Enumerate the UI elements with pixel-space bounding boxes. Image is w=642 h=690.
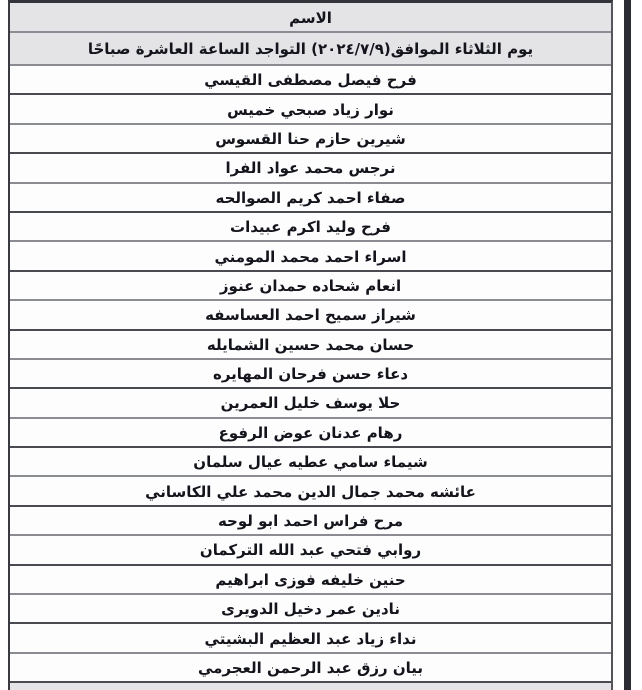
- table-row: [10, 387, 611, 416]
- table-row: [10, 358, 611, 387]
- person-name: نوار زياد صبحي خميس: [227, 100, 394, 119]
- person-name: حسان محمد حسين الشمايله: [206, 335, 415, 354]
- table-row: [10, 64, 611, 93]
- table-row: [10, 475, 611, 504]
- person-name: عائشه محمد جمال الدين محمد علي الكاساني: [145, 482, 476, 501]
- table-row: [10, 182, 611, 211]
- person-name: مرح فراس احمد ابو لوحه: [217, 512, 404, 531]
- table-row: [10, 270, 611, 299]
- table-row: [10, 593, 611, 622]
- page-edge-bar: [624, 0, 631, 690]
- table-row: [10, 93, 611, 122]
- table-row: [10, 123, 611, 152]
- table-row: [10, 534, 611, 563]
- person-name: روابي فتحي عبد الله التركمان: [199, 541, 422, 560]
- session-date-row: [10, 31, 611, 64]
- person-name: نداء زياد عبد العظيم البشيتي: [204, 629, 417, 648]
- table-row: [10, 211, 611, 240]
- session-date-text: يوم الثلاثاء الموافق(٢٠٢٤/٧/٩) التواجد الساعة العاشرة صباحًا: [87, 40, 534, 58]
- person-name: فرح وليد اكرم عبيدات: [230, 218, 391, 237]
- person-name: صفاء احمد كريم الصوالحه: [215, 188, 406, 207]
- table-row: [10, 564, 611, 593]
- table-row: [10, 299, 611, 328]
- person-name: رهام عدنان عوض الرفوع: [218, 423, 403, 442]
- table-row: [10, 417, 611, 446]
- person-name: حلا يوسف خليل العمرين: [220, 394, 401, 413]
- person-name: انعام شحاده حمدان عنوز: [219, 276, 402, 295]
- person-name: دعاء حسن فرحان المهايره: [212, 365, 409, 384]
- table-header-row: [10, 3, 611, 31]
- table-row: [10, 622, 611, 651]
- person-name: نادين عمر دخيل الدويرى: [221, 600, 400, 619]
- person-name: شيماء سامي عطيه عيال سلمان: [193, 453, 428, 472]
- person-name: بيان رزق عبد الرحمن العجرمي: [197, 659, 424, 677]
- person-name: شيراز سميح احمد العساسفه: [205, 306, 416, 325]
- table-row: [10, 152, 611, 181]
- table-row: [10, 240, 611, 269]
- person-name: حنين خليفه فوزى ابراهيم: [215, 570, 406, 589]
- table-row: [10, 329, 611, 358]
- table-row: [10, 505, 611, 534]
- next-section-row-partial: [10, 681, 611, 690]
- person-name: فرح فيصل مصطفى القيسي: [204, 71, 417, 90]
- name-column-header: الاسم: [289, 8, 332, 27]
- table-row: [10, 446, 611, 475]
- person-name: شيرين حازم حنا القسوس: [215, 129, 406, 148]
- person-name: نرجس محمد عواد الفرا: [225, 159, 396, 178]
- attendance-names-table: [8, 0, 613, 690]
- table-row: [10, 652, 611, 681]
- person-name: اسراء احمد محمد المومني: [214, 247, 407, 266]
